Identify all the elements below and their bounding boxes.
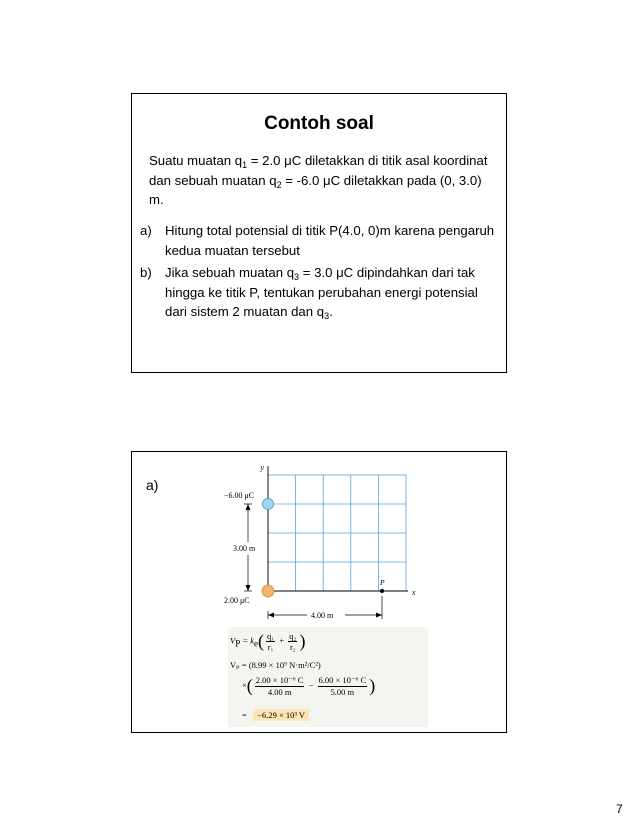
fraction: $\frac{\text{2.00 × 10⁻⁶ C}}{4.00 m}$ (255, 675, 304, 697)
fraction: $\frac{\text{6.00 × 10⁻⁶ C}}{5.00 m}$ (318, 675, 367, 697)
question-a (140, 221, 500, 260)
equation-block (228, 627, 428, 727)
eq-v: V (230, 635, 236, 646)
intro-sub-2: 2 (276, 179, 282, 190)
x-axis-label: x (412, 588, 416, 597)
intro-sub-1: 1 (242, 160, 248, 170)
intro-text-3: = -6.0 μC diletakkan pada (0, 3.0) m. (149, 172, 482, 207)
arrowhead (246, 504, 251, 510)
paren: ( (246, 675, 253, 696)
charge-diagram (132, 452, 508, 627)
paren: ) (369, 675, 376, 696)
question-letter: a) (140, 223, 152, 238)
part-label: a) (146, 477, 159, 493)
y-axis-label: y (260, 463, 264, 472)
charge-top-label: −6.00 μC (224, 491, 255, 500)
question-letter: b) (140, 265, 152, 280)
page-number: 7 (616, 802, 623, 816)
problem-statement (149, 151, 499, 210)
dim-vertical-label: 3.00 m (233, 544, 256, 553)
question-list (140, 221, 500, 325)
result-value: −6.29 × 10³ V (253, 709, 309, 721)
qb-sub-2: 3 (324, 311, 330, 321)
charge-bottom-label: 2.00 μC (224, 596, 250, 605)
paren: ) (299, 631, 306, 651)
grid (268, 475, 406, 591)
eq-ke: = k (240, 635, 254, 646)
slide-title: Contoh soal (264, 113, 374, 134)
slide-problem (131, 93, 507, 373)
eq-minus: − (306, 679, 316, 690)
eq-times: × (242, 679, 247, 690)
dim-horizontal-label: 4.00 m (311, 611, 334, 620)
charge-top (263, 499, 274, 510)
paren: ( (257, 631, 264, 651)
qb-text-3: . (329, 304, 333, 319)
intro-text-1: Suatu muatan q (149, 153, 243, 168)
equation-line-1 (230, 631, 305, 652)
equation-line-3 (242, 675, 375, 697)
slide-solution (131, 451, 507, 733)
qb-text-1: Jika sebuah muatan q (165, 265, 295, 280)
question-text: Hitung total potensial di titik P(4.0, 0)m karena pengaruh kedua muatan tersebut (165, 223, 495, 258)
point-p (380, 589, 384, 593)
intro-text-2: = 2.0 μC diletakkan di titik asal koordinat dan sebuah muatan q (149, 153, 488, 188)
eq-sub-e: e (253, 638, 258, 649)
qb-text-2: = 3.0 μC dipindahkan dari tak hingga ke titik P, tentukan perubahan energi potensial dari sistem 2 muatan dan q (165, 265, 478, 319)
question-b (140, 263, 500, 322)
eq-sub-p: P (235, 638, 241, 649)
eq-equals: = (242, 710, 247, 720)
arrowhead (376, 613, 382, 618)
equation-line-4 (242, 710, 309, 720)
fraction: $\frac{\text{q₂}}{\text{r₂}}$ (289, 631, 297, 652)
eq-plus: + (277, 635, 287, 646)
qb-sub-1: 3 (294, 272, 300, 282)
arrowhead (246, 585, 251, 591)
fraction: $\frac{\text{q₁}}{\text{r₁}}$ (266, 631, 275, 652)
arrowhead (268, 613, 274, 618)
point-p-label: P (380, 578, 385, 587)
equation-line-2: Vₚ = (8.99 × 10⁹ N·m²/C²) (230, 660, 321, 670)
charge-bottom (262, 585, 274, 597)
question-text (165, 263, 500, 322)
